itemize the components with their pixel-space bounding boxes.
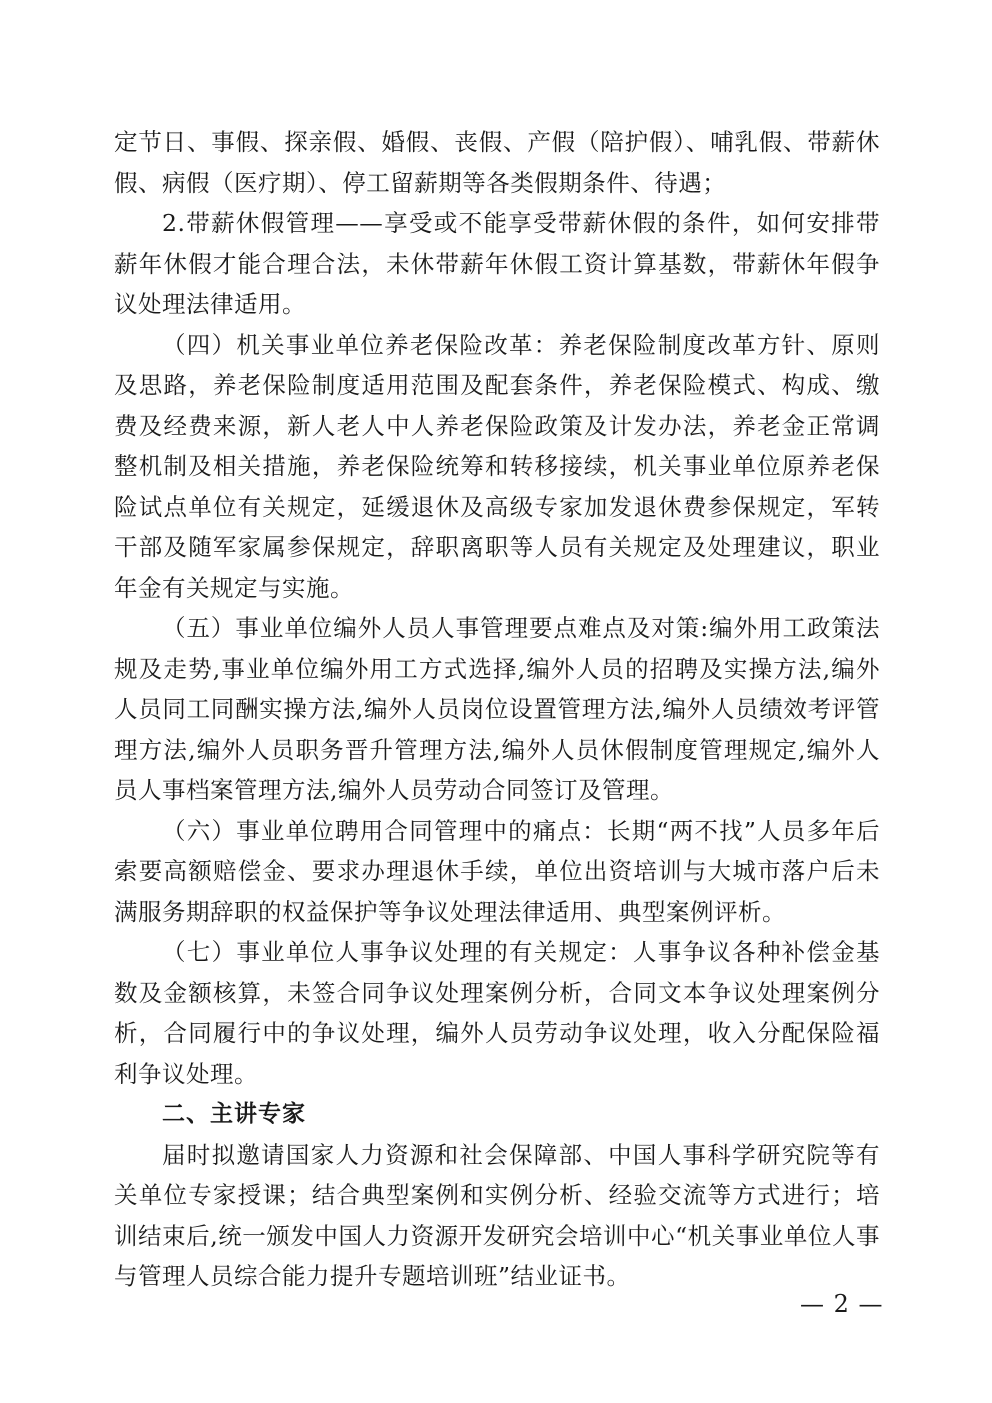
paragraph-paid-leave: 2.带薪休假管理——享受或不能享受带薪休假的条件，如何安排带薪年休假才能合理合法，未休带薪年休假工资计算基数，带薪休年假争议处理法律适用。 [114,209,880,318]
paragraph-employment-contract: （六）事业单位聘用合同管理中的痛点：长期“两不找”人员多年后索要高额赔偿金、要求办理退休手续，单位出资培训与大城市落户后未满服务期辞职的权益保护等争议处理法律适用、典型案例评析。 [114,816,880,926]
paragraph-contract-staff: （五）事业单位编外人员人事管理要点难点及对策:编外用工政策法规及走势,事业单位编外用工方式选择,编外人员的招聘及实操方法,编外人员同工同酬实操方法,编外人员岗位设置管理方法,编外人员绩效考评管理方法,编外人员职务晋升管理方法,编外人员休假制度管理规定,编外人员人事档案管理方法,编外人员劳动合同签订及管理。 [114,614,880,804]
paragraph-dispute-handling: （七）事业单位人事争议处理的有关规定：人事争议各种补偿金基数及金额核算，未签合同争议处理案例分析，合同文本争议处理案例分析，合同履行中的争议处理，编外人员劳动争议处理，收入分配保险福利争议处理。 [114,938,880,1088]
paragraph-pension-reform: （四）机关事业单位养老保险改革：养老保险制度改革方针、原则及思路，养老保险制度适用范围及配套条件，养老保险模式、构成、缴费及经费来源，新人老人中人养老保险政策及计发办法，养老金正常调整机制及相关措施，养老保险统筹和转移接续，机关事业单位原养老保险试点单位有关规定，延缓退休及高级专家加发退休费参保规定，军转干部及随军家属参保规定，辞职离职等人员有关规定及处理建议，职业年金有关规定与实施。 [114,330,880,602]
document-body [114,122,880,1297]
section-heading-experts: 二、主讲专家 [162,1101,306,1127]
page-number: — 2 — [800,1290,884,1318]
paragraph-experts: 届时拟邀请国家人力资源和社会保障部、中国人事科学研究院等有关单位专家授课；结合典型案例和实例分析、经验交流等方式进行；培训结束后,统一颁发中国人力资源开发研究会培训中心“机关事业单位人事与管理人员综合能力提升专题培训班”结业证书。 [114,1140,880,1290]
paragraph-leave-types: 定节日、事假、探亲假、婚假、丧假、产假（陪护假）、哺乳假、带薪休假、病假（医疗期）、停工留薪期等各类假期条件、待遇； [114,128,880,197]
